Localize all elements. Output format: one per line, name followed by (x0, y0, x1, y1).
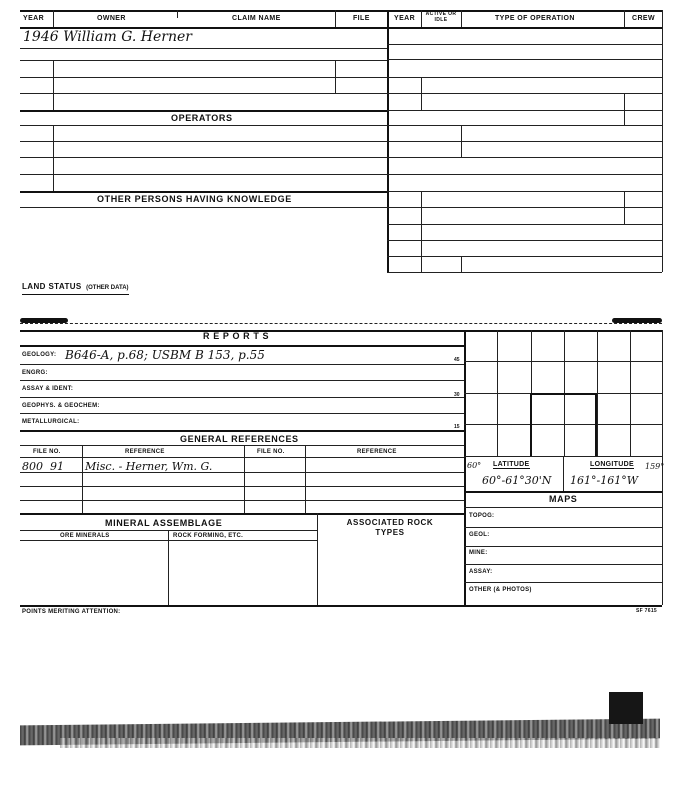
engrg-label: ENGRG: (22, 370, 48, 376)
rock-forming-header: ROCK FORMING, ETC. (173, 533, 244, 539)
header-year: YEAR (23, 15, 45, 22)
ref-file-no-header: FILE NO. (33, 449, 61, 455)
maps-topog-label: TOPOG: (469, 513, 495, 519)
header-file: FILE (353, 15, 370, 22)
quadrangle-marker (530, 393, 597, 456)
maps-title: MAPS (549, 494, 578, 504)
maps-assay-label: ASSAY: (469, 569, 493, 575)
points-meriting-attention-label: POINTS MERITING ATTENTION: (22, 609, 121, 615)
header-crew: CREW (632, 15, 655, 22)
latitude-label: LATITUDE (493, 461, 530, 468)
maps-other-label: OTHER (& PHOTOS) (469, 587, 532, 593)
longitude-label: LONGITUDE (590, 461, 634, 468)
other-persons-label: OTHER PERSONS HAVING KNOWLEDGE (97, 194, 292, 204)
lon-suffix: 159° (645, 462, 665, 471)
header-owner: OWNER (97, 15, 126, 22)
ref-file-no-header-2: FILE NO. (257, 449, 285, 455)
header-type-of-operation: TYPE OF OPERATION (495, 15, 575, 22)
geology-label: GEOLOGY: (22, 352, 57, 358)
associated-rock-types-header: ASSOCIATED ROCK TYPES (346, 518, 434, 537)
maps-geol-label: GEOL: (469, 532, 490, 538)
operators-label: OPERATORS (171, 113, 233, 123)
ref-entry-file-no: 800 91 (22, 460, 64, 473)
mineral-assemblage-title: MINERAL ASSEMBLAGE (105, 518, 223, 528)
header-year-2: YEAR (394, 15, 416, 22)
reports-title: R E P O R T S (203, 331, 270, 341)
geophys-geochem-label: GEOPHYS. & GEOCHEM: (22, 403, 100, 409)
owner-entry: 1946 William G. Herner (23, 29, 192, 45)
land-status-label: LAND STATUS (OTHER DATA) (22, 276, 129, 295)
ref-reference-header: REFERENCE (125, 449, 165, 455)
assay-ident-label: ASSAY & IDENT: (22, 386, 74, 392)
form-code: SF 7615 (636, 608, 658, 614)
geology-value: B646-A, p.68; USBM B 153, p.55 (65, 348, 265, 362)
longitude-value: 161°-161°W (570, 474, 639, 487)
ref-entry-reference: Misc. - Herner, Wm. G. (85, 460, 213, 473)
ref-reference-header-2: REFERENCE (357, 449, 397, 455)
metallurgical-label: METALLURGICAL: (22, 419, 80, 425)
header-active-or-idle: ACTIVE OR IDLE (425, 11, 457, 23)
lat-prefix: 60° (467, 461, 482, 470)
header-claim-name: CLAIM NAME (232, 15, 281, 22)
maps-mine-label: MINE: (469, 550, 488, 556)
ruler-45: 45 (454, 357, 460, 363)
general-references-title: GENERAL REFERENCES (180, 434, 299, 444)
ruler-30: 30 (454, 392, 460, 398)
ruler-15: 15 (454, 424, 460, 430)
ore-minerals-header: ORE MINERALS (60, 533, 110, 539)
latitude-value: 60°-61°30'N (482, 474, 552, 487)
